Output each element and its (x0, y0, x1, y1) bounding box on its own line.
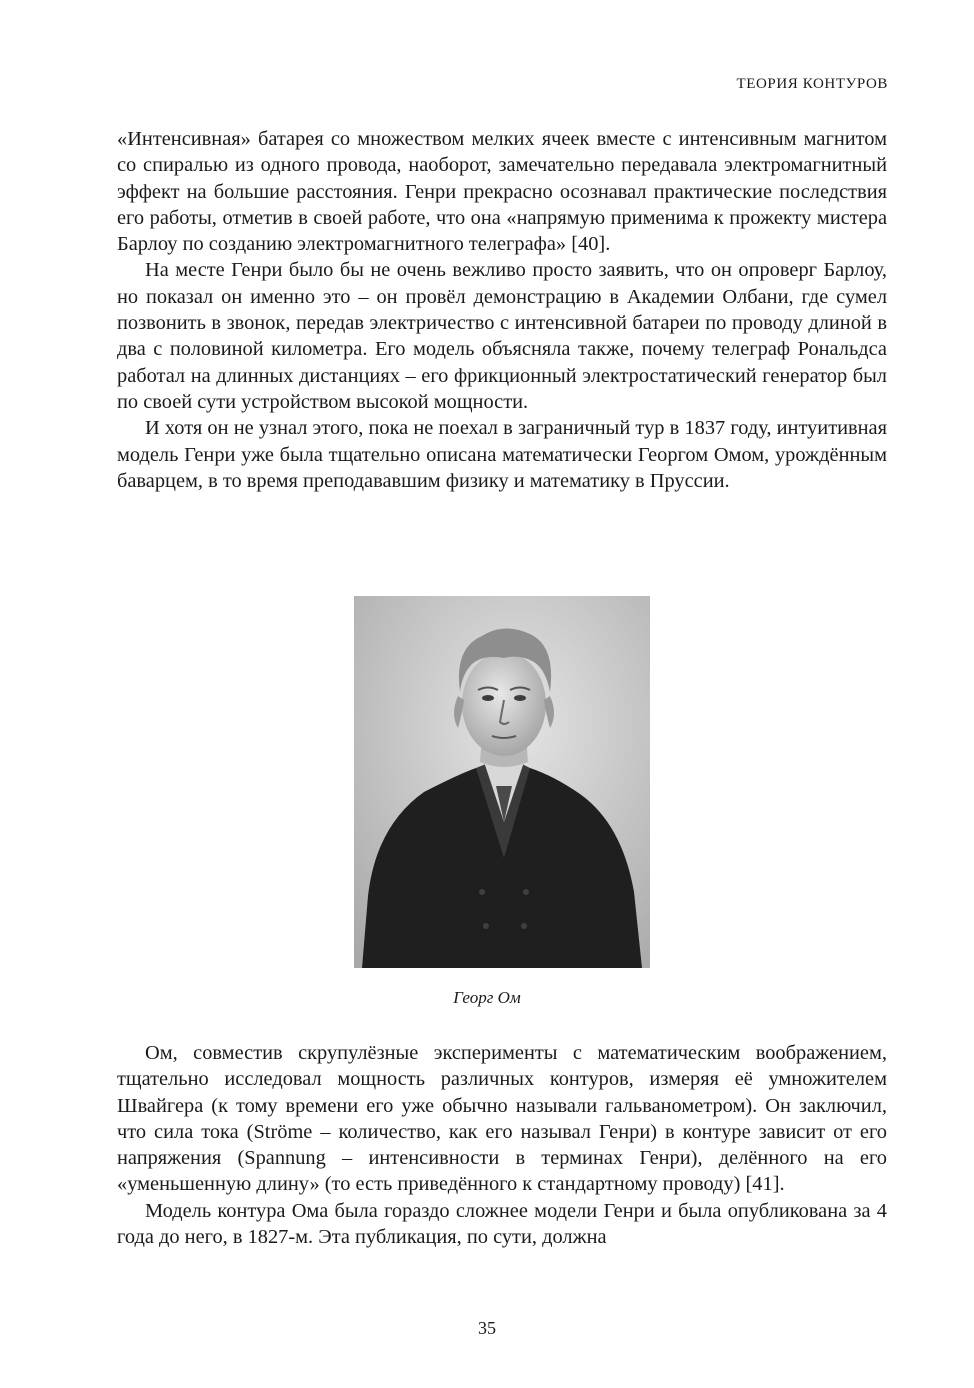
paragraph: Модель контура Ома была гораздо сложнее модели Генри и была опубликована за 4 года до него, в 1827-м. Эта публикация, по сути, должна (117, 1199, 887, 1249)
body-text-bottom (117, 1040, 887, 1250)
portrait-image (354, 596, 650, 968)
coat-button (521, 923, 527, 929)
right-eye (514, 695, 526, 701)
page-number: 35 (478, 1318, 496, 1338)
paragraph: И хотя он не узнал этого, пока не поехал в заграничный тур в 1837 году, интуитивная модель Генри уже была тщательно описана математически Георгом Омом, урождённым баварцем, в то время преподававшим физику и математику в Пруссии. (117, 417, 887, 492)
figure-caption: Георг Ом (453, 988, 521, 1007)
coat-button (483, 923, 489, 929)
left-eye (482, 695, 494, 701)
portrait-figure (354, 596, 650, 968)
paragraph: «Интенсивная» батарея со множеством мелких ячеек вместе с интенсивным магнитом со спиралью из одного провода, наоборот, замечательно передавала электромагнитный эффект на большие расстояния. Генри прекрасно осознавал практические последствия его работы, отметив в своей работе, что она «напрямую применима к прожекту мистера Барлоу по созданию электромагнитного телеграфа» [40]. (117, 128, 887, 256)
running-head: ТЕОРИЯ КОНТУРОВ (736, 76, 888, 92)
paragraph: Ом, совместив скрупулёзные эксперименты с математическим воображением, тщательно исследовал мощность различных контуров, измеряя её умножителем Швайгера (к тому времени его уже обычно называли гальванометром). Он заключил, что сила тока (Ströme – количество, как его называл Генри) в контуре зависит от его напряжения (Spannung – интенсивности в терминах Генри), делённого на его «уменьшенную длину» (то есть приведённого к стандартному проводу) [41]. (117, 1042, 887, 1196)
body-text-top (117, 126, 887, 494)
paragraph: На месте Генри было бы не очень вежливо просто заявить, что он опроверг Барлоу, но показал он именно это – он провёл демонстрацию в Академии Олбани, где сумел позвонить в звонок, передав электричество с интенсивной батареи по проводу длиной в два с половиной километра. Его модель объясняла также, почему телеграф Рональдса работал на длинных дистанциях – его фрикционный электростатический генератор был по своей сути устройством высокой мощности. (117, 259, 887, 413)
coat-button (479, 889, 485, 895)
coat-button (523, 889, 529, 895)
